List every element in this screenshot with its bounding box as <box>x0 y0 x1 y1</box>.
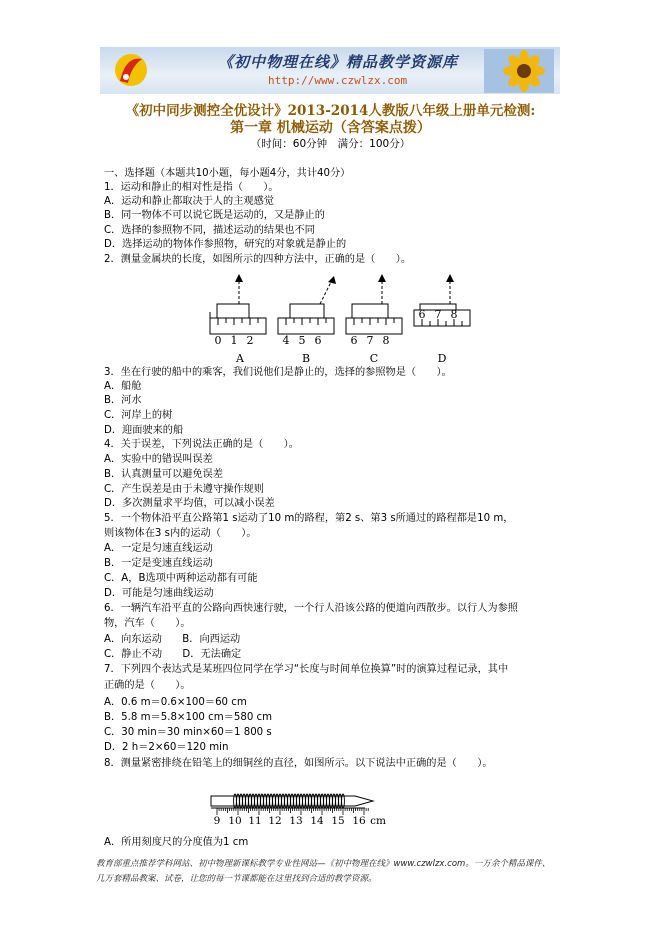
ruler-a-tick-2: 2 <box>246 334 254 347</box>
ruler-label-b: B <box>301 352 311 365</box>
option-5a: A．一定是匀速直线运动 <box>104 543 213 554</box>
pencil-tick-2: 11 <box>248 815 262 827</box>
pencil-tick-1: 10 <box>228 815 242 827</box>
question-4: 4．关于误差，下列说法正确的是（ ）。 <box>104 439 299 450</box>
header-banner <box>100 47 560 94</box>
question-7: 7．下列四个表达式是某班四位同学在学习“长度与时间单位换算”时的演算过程记录，其中 <box>104 664 509 675</box>
question-1: 1．运动和静止的相对性是指（ ）。 <box>104 182 279 193</box>
footer-line-2: 几万套精品教案、试卷，让您的每一节课都能在这里找到合适的教学资源。 <box>96 874 377 884</box>
option-7b: B．5.8 m＝5.8×100 cm＝580 cm <box>104 712 273 723</box>
ruler-b-tick-1: 5 <box>298 334 306 347</box>
ruler-label-d: D <box>437 352 447 365</box>
ruler-d-tick-1: 7 <box>434 308 442 321</box>
document-title: 《初中同步测控全优设计》2013-2014人教版八年级上册单元检测: <box>125 103 536 119</box>
ruler-c-tick-1: 7 <box>366 334 374 347</box>
option-4d: D．多次测量求平均值，可以减小误差 <box>104 498 275 509</box>
ruler-c-tick-0: 6 <box>350 334 358 347</box>
option-7a: A．0.6 m＝0.6×100＝60 cm <box>104 697 247 708</box>
option-3b: B．河水 <box>104 395 142 406</box>
ruler-label-a: A <box>236 352 244 365</box>
banner-url[interactable]: http://www.czwlzx.com <box>268 74 408 87</box>
option-7d: D．2 h＝2×60＝120 min <box>104 742 229 753</box>
exam-info: （时间：60分钟 满分：100分） <box>250 138 411 150</box>
option-1d: D．选择运动的物体作参照物，研究的对象就是静止的 <box>104 239 347 250</box>
ruler-d-tick-0: 6 <box>418 308 426 321</box>
option-1c: C．选择的参照物不同，描述运动的结果也不同 <box>104 225 315 236</box>
document-subtitle: 第一章 机械运动（含答案点拨） <box>230 120 431 136</box>
option-6ab: A．向东运动 B．向西运动 <box>104 634 241 645</box>
pencil-wire-figure <box>205 776 405 828</box>
ruler-a-tick-0: 0 <box>214 334 222 347</box>
pencil-tick-4: 13 <box>289 815 303 827</box>
ruler-b-tick-0: 4 <box>282 334 290 347</box>
pencil-tick-7: 16 <box>352 815 366 827</box>
option-1b: B．同一物体不可以说它既是运动的，又是静止的 <box>104 210 325 221</box>
pencil-tick-6: 15 <box>331 815 345 827</box>
option-7c: C．30 min＝30 min×60＝1 800 s <box>104 727 272 738</box>
question-5: 5．一个物体沿平直公路第1 s运动了10 m的路程，第2 s、第3 s所通过的路程都是10 m， <box>104 513 514 524</box>
section-heading: 一、选择题（本题共10小题，每小题4分，共计40分） <box>104 168 351 179</box>
question-7-cont: 正确的是（ ）。 <box>104 680 191 691</box>
ruler-d-tick-2: 8 <box>450 308 458 321</box>
option-3a: A．船舱 <box>104 381 142 392</box>
question-5-cont: 则该物体在3 s内的运动（ ）。 <box>104 528 257 539</box>
ruler-c-tick-2: 8 <box>382 334 390 347</box>
option-4a: A．实验中的错误叫误差 <box>104 454 213 465</box>
question-8: 8．测量紧密排绕在铅笔上的细铜丝的直径，如图所示。以下说法中正确的是（ ）。 <box>104 758 493 769</box>
question-6: 6．一辆汽车沿平直的公路向西快速行驶，一个行人沿该公路的便道向西散步。以行人为参照 <box>104 603 518 614</box>
pencil-unit: cm <box>370 815 386 827</box>
ruler-methods-figure <box>200 272 480 367</box>
pencil-tick-3: 12 <box>268 815 282 827</box>
option-5b: B．一定是变速直线运动 <box>104 558 213 569</box>
option-3c: C．河岸上的树 <box>104 410 173 421</box>
question-2: 2．测量金属块的长度，如图所示的四种方法中，正确的是（ ）。 <box>104 254 412 265</box>
option-4c: C．产生误差是由于未遵守操作规则 <box>104 484 264 495</box>
ruler-b-tick-2: 6 <box>314 334 322 347</box>
question-6-cont: 物，汽车（ ）。 <box>104 618 191 629</box>
question-3: 3．坐在行驶的船中的乘客，我们说他们是静止的，选择的参照物是（ ）。 <box>104 367 452 378</box>
option-5c: C．A，B选项中两种运动都有可能 <box>104 573 258 584</box>
banner-title: 《初中物理在线》精品教学资源库 <box>218 53 459 71</box>
pencil-tick-5: 14 <box>310 815 324 827</box>
option-3d: D．迎面驶来的船 <box>104 425 184 436</box>
option-4b: B．认真测量可以避免误差 <box>104 469 224 480</box>
sunflower-icon <box>484 49 554 93</box>
site-logo-icon <box>114 53 148 87</box>
footer-line-1: 教育部重点推荐学科网站、初中物理新课标教学专业性网站—《初中物理在线》www.czwlzx.com。一万余个精品课件、 <box>96 859 551 869</box>
option-6cd: C．静止不动 D．无法确定 <box>104 649 242 660</box>
ruler-a-tick-1: 1 <box>230 334 238 347</box>
option-8a: A．所用刻度尺的分度值为1 cm <box>104 837 249 848</box>
pencil-tick-0: 9 <box>213 815 221 827</box>
option-5d: D．可能是匀速曲线运动 <box>104 588 214 599</box>
option-1a: A．运动和静止都取决于人的主观感觉 <box>104 196 274 207</box>
ruler-label-c: C <box>369 352 379 365</box>
